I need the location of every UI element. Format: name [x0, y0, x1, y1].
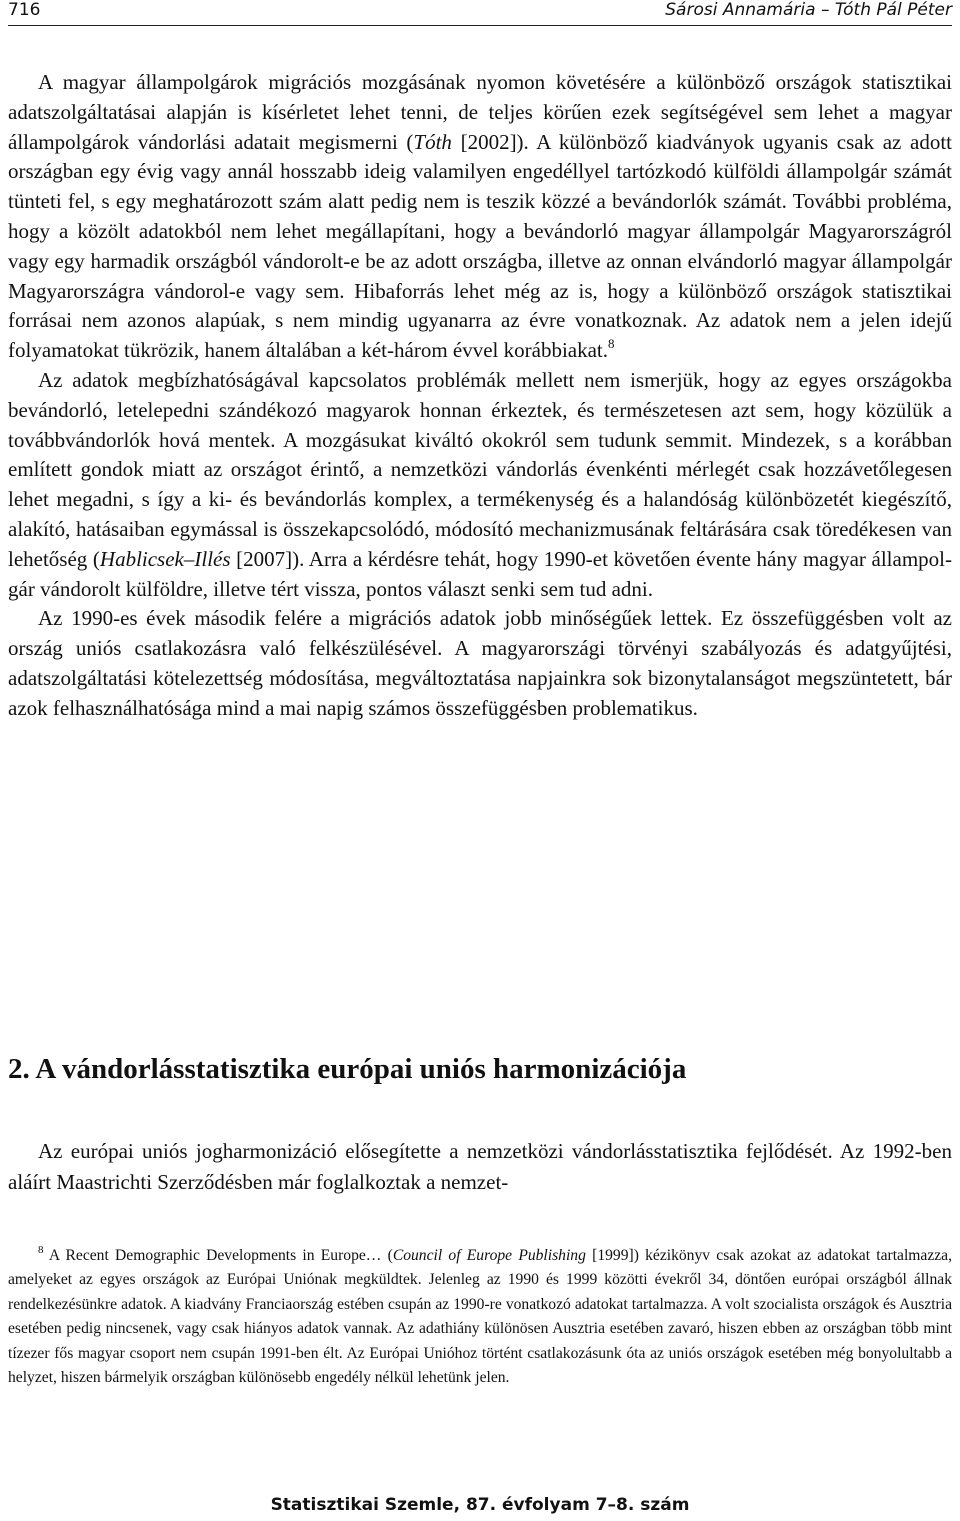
running-header: [8, 0, 952, 22]
section-heading: 2. A vándorlásstatisztika európai uniós harmonizációja: [8, 1053, 687, 1085]
paragraph-1: [8, 68, 952, 366]
footnote-citation: Council of Europe Publishing: [392, 1247, 586, 1264]
citation-author: Hablicsek–Illés: [99, 546, 231, 571]
citation-author: Tóth: [413, 129, 452, 154]
running-authors: Sárosi Annamária – Tóth Pál Péter: [665, 0, 952, 20]
paragraph-2-text-a: Az adatok megbízhatóságával kapcsolatos problémák mellett nem ismerjük, hogy az egyes országokba bevándorló, letelepedni szándékozó magyarok honnan érkeztek, és természetesen azt sem, hogy közülük a továbbvándorlók hová mentek. A mozgásukat kiváltó okokról sem tudunk semmit. Mindezek, s a korábban említett gondok miatt az országot érintő, a nemzetközi vándorlás évenkénti mérlegét csak hozzávetőlegesen lehet megadni, s így a ki- és bevándorlás komplex, a termékenység és a halandóság különbözetét kiegészítő, alakító, hatásaiban egymással is összekapcsolódó, módosító mechanizmusának feltárására csak töredékesen van lehetőség (: [8, 367, 952, 571]
section-paragraph: Az európai uniós jogharmonizáció elősegítette a nemzetközi vándorlásstatisztika fejlődését. Az 1992-ben aláírt Maastrichti Szerződésben már foglalkoztak a nemzet-: [8, 1139, 952, 1194]
paragraph-2-text-b: [2007]). Arra a kérdésre tehát, hogy 1990-et követően évente hány magyar állampolgár vándorolt külföldre, illetve tért vissza, pontos választ senki sem tud adni.: [8, 546, 952, 601]
paragraph-1-text-b: [2002]). A különböző kiadványok ugyanis csak az adott országban egy évig vagy annál hosszabb ideig valamilyen engedéllyel tartózkodó külföldi állampolgár számát tünteti fel, s egy meghatározott szám alatt pedig nem is teszik közzé a bevándorlók számát. További probléma, hogy a közölt adatokból nem lehet megállapítani, hogy a bevándorló magyar állampolgár Magyarországról vagy egy harmadik országból vándorolt-e be az adott országba, illetve az onnan elvándorló magyar állampolgár Magyarországra vándorol-e vagy sem. Hibaforrás lehet még az is, hogy a különböző országok statisztikai forrásai nem azonos alapúak, s nem mindig ugyanarra az évre vonatkoznak. Az adatok nem a jelen idejű folyamatokat tükrözik, hanem általában a két-három évvel korábbiakat.: [8, 129, 953, 363]
footnote: [8, 1244, 952, 1390]
footnote-reference[interactable]: 8: [608, 336, 615, 352]
page-number: 716: [8, 0, 41, 20]
footnote-text-a: A Recent Demographic Developments in Europe… (: [48, 1247, 393, 1264]
footnote-text-b: [1999]) kézikönyv csak azokat az adatokat tartalmazza, amelyeket az egyes országok az Európai Uniónak megküldtek. Jelenleg az 1990 és 1999 közötti évekről 34, döntően európai országból állnak rendelkezésünkre adatok. A kiadvány Franciaország estében csupán az 1990-re vonatkozó adatokat tartalmazza. A volt szocialista országok és Ausztria esetében pedig nincsenek, vagy csak hiányos adatok vannak. Az adathiány különösen Ausztria esetében zavaró, hiszen ebben az országban több mint tízezer fős magyar csoport nem csupán 1991-ben élt. Az Európai Unióhoz történt csatlakozásunk óta az uniós országok esetében még bonyolultabb a helyzet, hiszen bármelyik országban különösebb engedély nélkül lehetünk jelen.: [8, 1247, 953, 1387]
running-footer: Statisztikai Szemle, 87. évfolyam 7–8. szám: [270, 1495, 690, 1515]
paragraph-1-text-a: A magyar állampolgárok migrációs mozgásának nyomon követésére a különböző országok statisztikai adatszolgáltatásai alapján is kísérletet lehet tenni, de teljes körűen ezek segítségével sem lehet a magyar állampolgárok vándorlási adatait megismerni (: [8, 70, 952, 154]
body-text: [8, 68, 952, 724]
header-rule: [8, 25, 952, 26]
section-body: [8, 1136, 952, 1198]
paragraph-3: Az 1990-es évek második felére a migrációs adatok jobb minőségűek lettek. Ez összefüggésben volt az ország uniós csatlakozásra való felkészülésével. A magyarországi törvényi szabályozás és adatgyűjtési, adatszolgáltatási kötelezettség módosítása, megváltoztatása napjainkra sok bizonytalanságot megszüntetett, bár azok felhasználhatósága mind a mai napig számos összefüggésben problematikus.: [8, 606, 952, 720]
paragraph-2: [8, 366, 952, 604]
footnote-number: 8: [38, 1244, 44, 1256]
